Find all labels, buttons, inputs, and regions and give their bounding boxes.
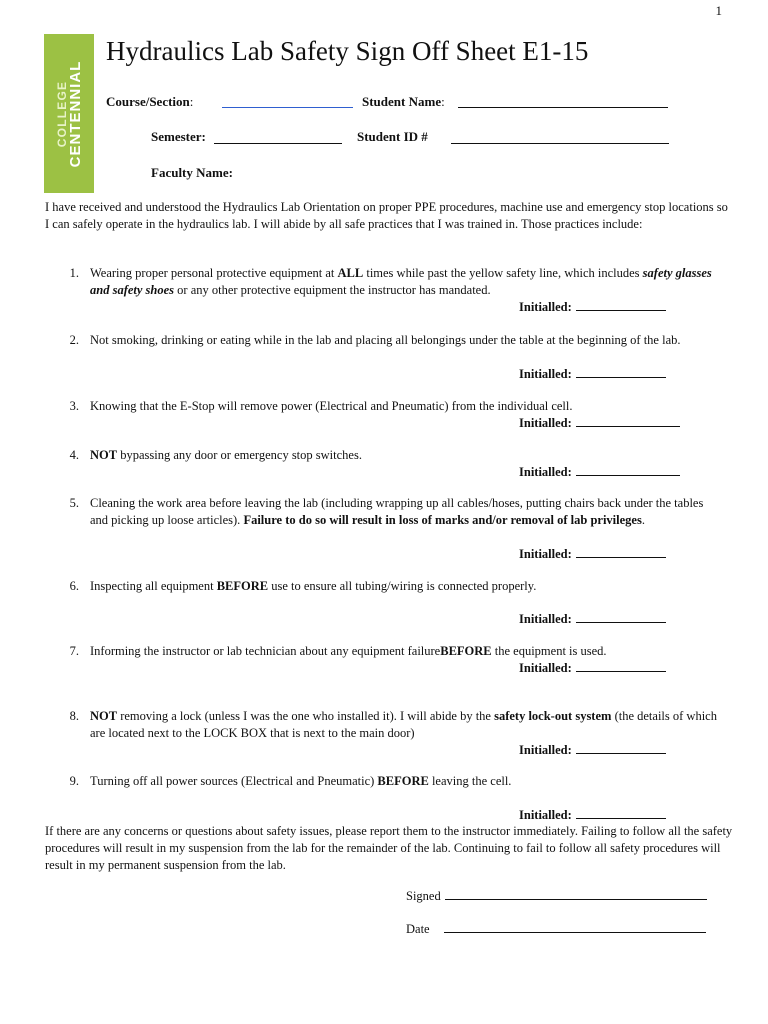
semester-field[interactable] xyxy=(214,143,342,144)
item-text: Not smoking, drinking or eating while in the lab and placing all belongings under the table at the beginning of the lab. xyxy=(90,333,681,347)
item-number: 4. xyxy=(69,448,79,462)
initialled-field[interactable]: Initialled: xyxy=(519,742,666,759)
student-id-label: Student ID # xyxy=(357,129,428,144)
item-number: 8. xyxy=(69,709,79,723)
page-title: Hydraulics Lab Safety Sign Off Sheet E1-15 xyxy=(106,36,589,66)
student-id-field[interactable] xyxy=(451,143,669,144)
item-number: 9. xyxy=(69,774,79,788)
item-text: Wearing proper personal protective equipment at ALL times while past the yellow safety line, which includes safety glasses and safety shoes or any other protective equipment the instructor has mandated. xyxy=(90,266,712,297)
initialled-field[interactable]: Initialled: xyxy=(519,366,666,383)
student-name-field[interactable] xyxy=(458,107,668,108)
item-text: Informing the instructor or lab technician about any equipment failureBEFORE the equipment is used. xyxy=(90,644,607,658)
item-text: Knowing that the E-Stop will remove power (Electrical and Pneumatic) from the individual cell. xyxy=(90,399,573,413)
centennial-college-logo xyxy=(44,34,94,193)
item-text: NOT removing a lock (unless I was the one who installed it). I will abide by the safety lock-out system (the details of which are located next to the LOCK BOX that is next to the main door) xyxy=(90,709,717,740)
signed-label: Signed xyxy=(406,889,441,903)
faculty-name-label: Faculty Name: xyxy=(151,165,233,180)
item-number: 3. xyxy=(69,399,79,413)
item-text: NOT bypassing any door or emergency stop switches. xyxy=(90,448,362,462)
item-text: Turning off all power sources (Electrical and Pneumatic) BEFORE leaving the cell. xyxy=(90,774,512,788)
page-number: 1 xyxy=(715,3,722,18)
closing-paragraph: If there are any concerns or questions about safety issues, please report them to the instructor immediately. Failing to follow all the safety procedures will result in my suspension from the lab for the remainder of the lab. Continuing to fail to follow all safety procedures will result in my permanent suspension from the lab. xyxy=(45,824,733,872)
item-number: 6. xyxy=(69,579,79,593)
item-text: Inspecting all equipment BEFORE use to ensure all tubing/wiring is connected properly. xyxy=(90,579,537,593)
student-name-label: Student Name: xyxy=(362,94,445,109)
initialled-field[interactable]: Initialled: xyxy=(519,299,666,316)
initialled-field[interactable]: Initialled: xyxy=(519,415,680,432)
signature-field[interactable] xyxy=(406,889,707,904)
item-number: 2. xyxy=(69,333,79,347)
item-number: 7. xyxy=(69,644,79,658)
semester-label: Semester: xyxy=(151,129,206,144)
initialled-field[interactable]: Initialled: xyxy=(519,611,666,628)
item-text: Cleaning the work area before leaving the lab (including wrapping up all cables/hoses, putting chairs back under the tables and picking up loose articles). Failure to do so will result in loss of marks and/or removal of lab privileges. xyxy=(90,496,704,527)
initialled-field[interactable]: Initialled: xyxy=(519,546,666,563)
initialled-field[interactable]: Initialled: xyxy=(519,807,666,824)
course-section-label: Course/Section: xyxy=(106,94,194,109)
logo-line-college: COLLEGE xyxy=(55,80,69,148)
course-section-field[interactable] xyxy=(222,107,353,108)
intro-paragraph: I have received and understood the Hydraulics Lab Orientation on proper PPE procedures, machine use and emergency stop locations so I can safely operate in the hydraulics lab. I will abide by all safe practices that I was trained in. Those practices include: xyxy=(45,200,728,231)
initialled-field[interactable]: Initialled: xyxy=(519,464,680,481)
date-field[interactable] xyxy=(406,922,706,937)
item-number: 1. xyxy=(69,266,79,280)
item-number: 5. xyxy=(69,496,79,510)
logo-line-centennial: CENTENNIAL xyxy=(67,60,84,168)
initialled-field[interactable]: Initialled: xyxy=(519,660,666,677)
date-label: Date xyxy=(406,922,430,936)
